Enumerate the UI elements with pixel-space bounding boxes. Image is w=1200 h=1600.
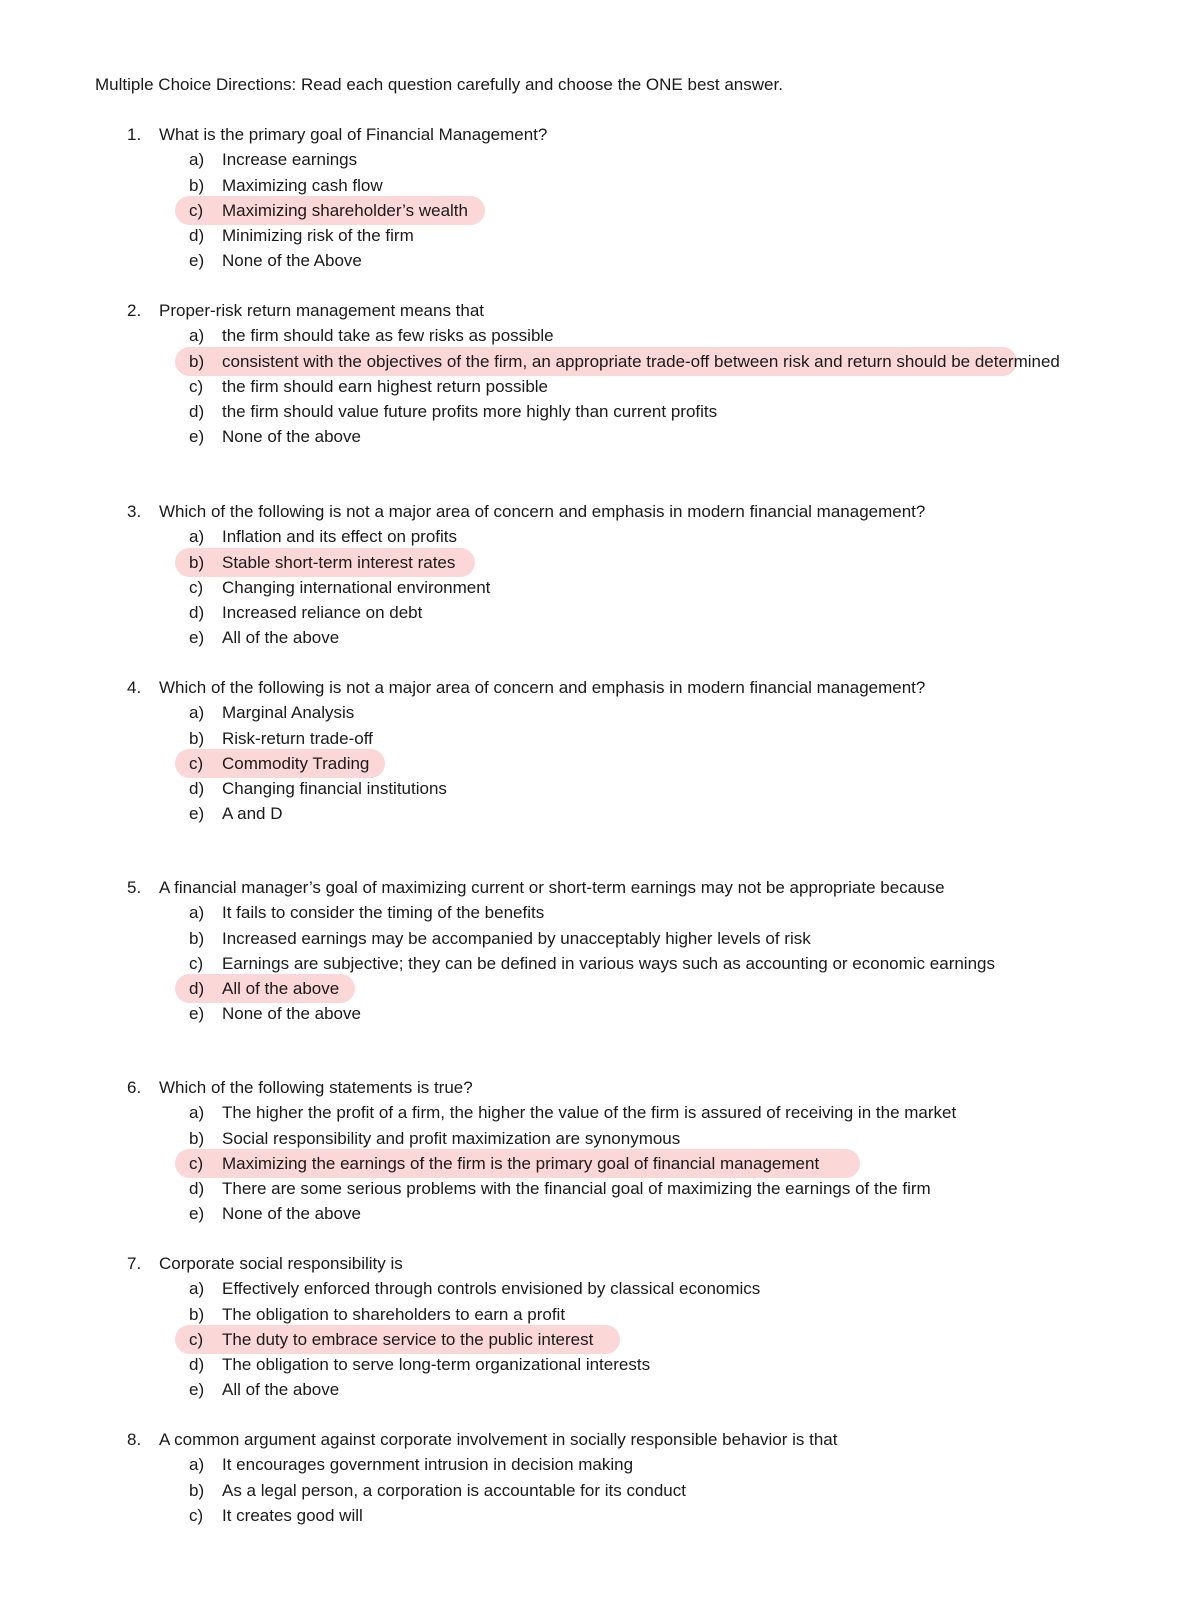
option-text: Earnings are subjective; they can be defined in various ways such as accounting or economic earnings <box>222 953 995 973</box>
option-letter: b) <box>189 1128 205 1148</box>
option-letter: a) <box>189 1103 205 1123</box>
question-number: 1. <box>127 125 142 144</box>
option-text: None of the above <box>222 1204 361 1224</box>
question-6 <box>127 1075 1167 1227</box>
answer-option[interactable] <box>189 801 1167 826</box>
option-text: Marginal Analysis <box>222 703 355 723</box>
option-letter: c) <box>189 376 204 396</box>
option-letter: c) <box>189 577 204 597</box>
option-letter: a) <box>189 703 205 723</box>
answer-option[interactable] <box>189 1302 1167 1327</box>
option-letter: d) <box>189 603 205 623</box>
option-letter: c) <box>189 1505 204 1525</box>
answer-option[interactable] <box>189 374 1167 399</box>
option-letter: a) <box>189 903 205 923</box>
option-letter: e) <box>189 1004 205 1024</box>
option-letter: d) <box>189 779 205 799</box>
question-number: 8. <box>127 1430 142 1449</box>
answer-option[interactable] <box>189 524 1167 549</box>
option-text: Increased earnings may be accompanied by unacceptably higher levels of risk <box>222 928 811 948</box>
option-text: The duty to embrace service to the public interest <box>222 1329 594 1349</box>
question-line <box>127 1251 1167 1276</box>
option-text: Effectively enforced through controls envisioned by classical economics <box>222 1279 761 1299</box>
answer-option[interactable] <box>189 575 1167 600</box>
option-text: Maximizing shareholder’s wealth <box>222 200 468 220</box>
option-letter: b) <box>189 1480 205 1500</box>
option-text: Stable short-term interest rates <box>222 552 456 572</box>
option-letter: a) <box>189 1279 205 1299</box>
option-text: All of the above <box>222 979 340 999</box>
question-text: A common argument against corporate involvement in socially responsible behavior is that <box>159 1430 838 1449</box>
option-text: As a legal person, a corporation is accountable for its conduct <box>222 1480 686 1500</box>
option-list <box>127 1452 1167 1528</box>
answer-option[interactable] <box>189 726 1167 751</box>
option-text: Social responsibility and profit maximization are synonymous <box>222 1128 681 1148</box>
option-list <box>127 524 1167 650</box>
option-letter: d) <box>189 979 205 999</box>
option-text: The obligation to serve long-term organizational interests <box>222 1355 651 1375</box>
question-line <box>127 875 1167 900</box>
option-list <box>127 323 1167 449</box>
question-number: 7. <box>127 1254 142 1273</box>
question-text: Which of the following is not a major area of concern and emphasis in modern financial management? <box>159 678 926 697</box>
option-letter: e) <box>189 251 205 271</box>
question-4 <box>127 675 1167 827</box>
answer-option[interactable] <box>189 1201 1167 1226</box>
option-text: None of the above <box>222 427 361 447</box>
answer-option[interactable] <box>189 625 1167 650</box>
option-letter: d) <box>189 226 205 246</box>
question-8 <box>127 1427 1167 1528</box>
option-letter: b) <box>189 175 205 195</box>
option-letter: e) <box>189 804 205 824</box>
answer-option[interactable] <box>189 1176 1167 1201</box>
option-letter: d) <box>189 402 205 422</box>
option-list <box>127 1276 1167 1402</box>
option-text: It fails to consider the timing of the benefits <box>222 903 545 923</box>
option-text: Increased reliance on debt <box>222 603 423 623</box>
option-text: Maximizing cash flow <box>222 175 383 195</box>
option-text: None of the Above <box>222 251 362 271</box>
option-letter: b) <box>189 552 205 572</box>
option-text: Maximizing the earnings of the firm is the primary goal of financial management <box>222 1153 820 1173</box>
option-letter: c) <box>189 953 204 973</box>
answer-option[interactable] <box>189 1503 1167 1528</box>
question-number: 4. <box>127 678 142 697</box>
option-text: Minimizing risk of the firm <box>222 226 414 246</box>
option-letter: e) <box>189 628 205 648</box>
option-letter: b) <box>189 728 205 748</box>
option-letter: c) <box>189 200 204 220</box>
answer-option-highlighted[interactable] <box>189 550 1167 575</box>
question-line <box>127 675 1167 700</box>
option-letter: a) <box>189 326 205 346</box>
question-3 <box>127 499 1167 651</box>
answer-option[interactable] <box>189 399 1167 424</box>
question-number: 3. <box>127 502 142 521</box>
answer-option[interactable] <box>189 1478 1167 1503</box>
option-text: Changing international environment <box>222 577 491 597</box>
option-text: Commodity Trading <box>222 753 370 773</box>
answer-option[interactable] <box>189 223 1167 248</box>
option-text: All of the above <box>222 628 340 648</box>
option-letter: b) <box>189 1304 205 1324</box>
question-line <box>127 1075 1167 1100</box>
option-letter: e) <box>189 427 205 447</box>
option-text: There are some serious problems with the financial goal of maximizing the earnings of the firm <box>222 1179 931 1199</box>
option-list <box>127 700 1167 826</box>
answer-option-highlighted[interactable] <box>189 349 1167 374</box>
question-7 <box>127 1251 1167 1403</box>
answer-option[interactable] <box>189 147 1167 172</box>
answer-option-highlighted[interactable] <box>189 1151 1167 1176</box>
answer-option[interactable] <box>189 600 1167 625</box>
option-letter: e) <box>189 1204 205 1224</box>
answer-option[interactable] <box>189 173 1167 198</box>
option-text: The higher the profit of a firm, the higher the value of the firm is assured of receiving in the market <box>222 1103 957 1123</box>
question-line <box>127 122 1167 147</box>
option-letter: b) <box>189 928 205 948</box>
option-letter: a) <box>189 1455 205 1475</box>
option-letter: a) <box>189 527 205 547</box>
answer-option-highlighted[interactable] <box>189 1327 1167 1352</box>
question-text: Which of the following is not a major area of concern and emphasis in modern financial management? <box>159 502 926 521</box>
answer-option[interactable] <box>189 424 1167 449</box>
option-list <box>127 147 1167 273</box>
question-text: What is the primary goal of Financial Management? <box>159 125 548 144</box>
answer-option[interactable] <box>189 926 1167 951</box>
option-text: Risk-return trade-off <box>222 728 373 748</box>
answer-option[interactable] <box>189 1377 1167 1402</box>
answer-option[interactable] <box>189 1100 1167 1125</box>
question-line <box>127 499 1167 524</box>
answer-option[interactable] <box>189 248 1167 273</box>
answer-option[interactable] <box>189 1276 1167 1301</box>
question-number: 5. <box>127 878 142 897</box>
option-letter: d) <box>189 1355 205 1375</box>
option-text: None of the above <box>222 1004 361 1024</box>
question-text: Proper-risk return management means that <box>159 301 485 320</box>
answer-option-highlighted[interactable] <box>189 976 1167 1001</box>
answer-option[interactable] <box>189 1452 1167 1477</box>
question-line <box>127 1427 1167 1452</box>
question-1 <box>127 122 1167 274</box>
answer-option[interactable] <box>189 951 1167 976</box>
answer-option[interactable] <box>189 323 1167 348</box>
answer-option-highlighted[interactable] <box>189 198 1167 223</box>
option-letter: c) <box>189 1153 204 1173</box>
question-5 <box>127 875 1167 1027</box>
answer-option[interactable] <box>189 1352 1167 1377</box>
option-text: Increase earnings <box>222 150 358 170</box>
option-text: the firm should take as few risks as possible <box>222 326 554 346</box>
option-text: The obligation to shareholders to earn a profit <box>222 1304 566 1324</box>
question-number: 2. <box>127 301 142 320</box>
answer-option[interactable] <box>189 1001 1167 1026</box>
option-text: the firm should value future profits more highly than current profits <box>222 402 718 422</box>
option-text: It creates good will <box>222 1505 363 1525</box>
option-text: All of the above <box>222 1380 340 1400</box>
answer-option[interactable] <box>189 700 1167 725</box>
option-text: Inflation and its effect on profits <box>222 527 457 547</box>
option-letter: e) <box>189 1380 205 1400</box>
question-text: Corporate social responsibility is <box>159 1254 403 1273</box>
option-letter: b) <box>189 351 205 371</box>
option-text: consistent with the objectives of the firm, an appropriate trade-off between risk and return should be determined <box>222 351 1060 371</box>
answer-option-highlighted[interactable] <box>189 751 1167 776</box>
option-letter: c) <box>189 1329 204 1349</box>
option-letter: a) <box>189 150 205 170</box>
answer-option[interactable] <box>189 776 1167 801</box>
option-letter: d) <box>189 1179 205 1199</box>
option-text: the firm should earn highest return possible <box>222 376 549 396</box>
option-list <box>127 900 1167 1026</box>
question-2 <box>127 298 1167 450</box>
question-text: A financial manager’s goal of maximizing current or short-term earnings may not be appropriate because <box>159 878 945 897</box>
option-text: Changing financial institutions <box>222 779 447 799</box>
directions-text: Multiple Choice Directions: Read each question carefully and choose the ONE best answer. <box>95 75 783 94</box>
option-text: It encourages government intrusion in decision making <box>222 1455 634 1475</box>
option-text: A and D <box>222 804 283 824</box>
question-number: 6. <box>127 1078 142 1097</box>
question-text: Which of the following statements is true? <box>159 1078 473 1097</box>
option-list <box>127 1100 1167 1226</box>
answer-option[interactable] <box>189 900 1167 925</box>
answer-option[interactable] <box>189 1126 1167 1151</box>
question-line <box>127 298 1167 323</box>
option-letter: c) <box>189 753 204 773</box>
